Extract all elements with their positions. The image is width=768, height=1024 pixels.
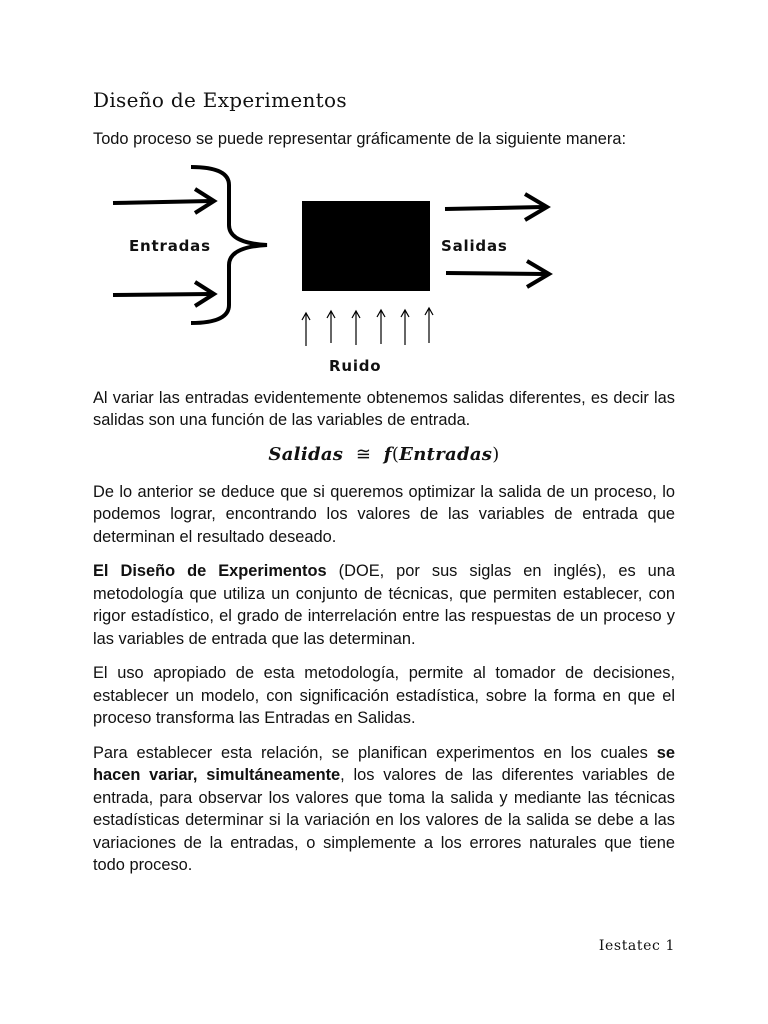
variation-paragraph: Al variar las entradas evidentemente obtenemos salidas diferentes, es decir las salidas son una función de las variables de entrada. xyxy=(93,388,675,429)
inputs-label: Entradas xyxy=(129,236,211,255)
doe-description: (DOE, por sus siglas en inglés), es una metodología que utiliza un conjunto de técnicas, que permiten establecer, con rigor estadístico, el grado de interrelación entre las respuestas de un proceso y las variables de entrada que las determinan. xyxy=(93,562,675,648)
formula-outputs: Salidas xyxy=(268,443,344,465)
process-diagram-graphic xyxy=(93,163,675,373)
output-arrow-bottom xyxy=(446,261,549,287)
process-diagram xyxy=(93,163,675,373)
doe-paragraph xyxy=(93,560,675,650)
document-page xyxy=(93,88,675,889)
formula-open-paren: ( xyxy=(391,443,400,465)
intro-paragraph: Todo proceso se puede representar gráficamente de la siguiente manera: xyxy=(93,130,627,148)
formula-approx-symbol: ≅ xyxy=(355,443,372,465)
input-arrow-top xyxy=(113,189,214,213)
formula xyxy=(93,444,675,465)
output-arrow-top xyxy=(445,194,547,220)
formula-function: f xyxy=(383,443,392,465)
outputs-label: Salidas xyxy=(441,236,508,255)
noise-arrows xyxy=(306,308,429,346)
page-title: Diseño de Experimentos xyxy=(93,88,347,112)
use-paragraph: El uso apropiado de esta metodología, permite al tomador de decisiones, establecer un modelo, con significación estadística, sobre la forma en que el proceso transforma las Entradas en Salidas. xyxy=(93,664,675,727)
noise-label: Ruido xyxy=(329,356,382,375)
formula-inputs: Entradas xyxy=(399,443,493,465)
doe-term: El Diseño de Experimentos xyxy=(93,562,327,580)
plan-emphasis: se hacen variar, simultáneamente xyxy=(93,743,675,784)
plan-paragraph xyxy=(93,742,675,877)
process-box xyxy=(302,201,430,291)
plan-rest: , los valores de las diferentes variables de entrada, para observar los valores que toma la salida y mediante las técnicas estadísticas determinar si la variación en los valores de la salida se debe a las variaciones de la entradas, o simplemente a los errores naturales que tiene todo proceso. xyxy=(93,766,675,874)
plan-start: Para establecer esta relación, se planifican experimentos en los cuales xyxy=(93,743,657,762)
optimize-paragraph: De lo anterior se deduce que si queremos optimizar la salida de un proceso, lo podemos lograr, encontrando los valores de las variables de entrada que determinan el resultado deseado. xyxy=(93,482,675,546)
input-arrow-bottom xyxy=(113,282,214,306)
formula-close-paren: ) xyxy=(492,443,500,465)
page-footer: Iestatec 1 xyxy=(598,938,675,954)
